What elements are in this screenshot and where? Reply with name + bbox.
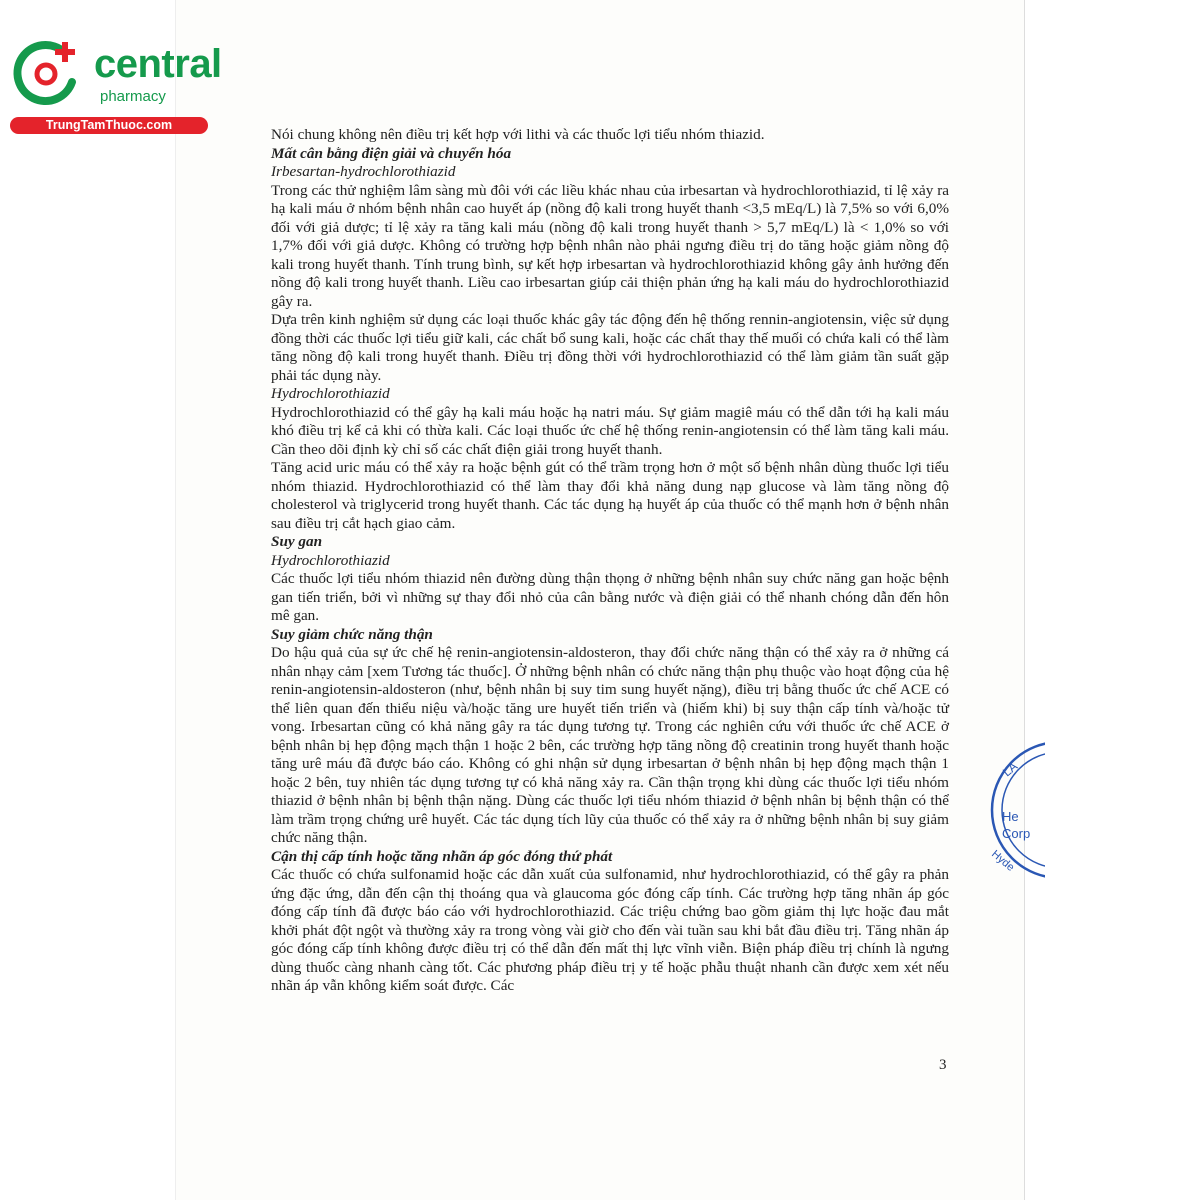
stamp-line-1: He — [1002, 809, 1019, 824]
brand-url-badge[interactable]: TrungTamThuoc.com — [10, 117, 208, 134]
body-paragraph: Trong các thử nghiệm lâm sàng mù đôi với các liều khác nhau của irbesartan và hydrochlorothiazid, tỉ lệ xảy ra hạ kali máu ở nhóm bệnh nhân cao huyết áp (nồng độ kali trong huyết thanh <3,5 mEq/L) là 7,5% so với 6,0% đối với giả dược; tỉ lệ xảy ra tăng kali máu (nồng độ kali trong huyết thanh > 5,7 mEq/L) là < 1,0% so với 1,7% đối với giả dược. Không có trường hợp bệnh nhân nào phải ngưng điều trị do tăng hoặc giảm nồng độ kali trong huyết thanh. Tính trung bình, sự kết hợp irbesartan và hydrochlorothiazid không gây ảnh hưởng đến nồng độ kali trong huyết thanh. Liều cao irbesartan giúp cải thiện phản ứng hạ kali máu do hydrochlorothiazid gây ra. — [271, 181, 949, 310]
body-paragraph: Hydrochlorothiazid có thể gây hạ kali máu hoặc hạ natri máu. Sự giảm magiê máu có thể dẫn tới hạ kali máu khó điều trị kể cả khi có thừa kali. Các loại thuốc ức chế hệ thống renin-angiotensin có thể làm tăng kali máu. Cần theo dõi định kỳ chỉ số các chất điện giải trong huyết thanh. — [271, 403, 949, 458]
stamp-text — [1002, 808, 1030, 842]
body-paragraph: Các thuốc lợi tiểu nhóm thiazid nên đường dùng thận thọng ở những bệnh nhân suy chức năng gan hoặc bệnh gan tiến triển, bởi vì những sự thay đổi nhỏ của cân bằng nước và điện giải có thể nhanh chóng dẫn đến hôn mê gan. — [271, 570, 949, 624]
section-heading: Cận thị cấp tính hoặc tăng nhãn áp góc đóng thứ phát — [271, 847, 613, 865]
subsection-heading: Irbesartan-hydrochlorothiazid — [271, 163, 456, 180]
body-paragraph: Nói chung không nên điều trị kết hợp với lithi và các thuốc lợi tiểu nhóm thiazid. — [271, 126, 765, 143]
brand-subtitle: pharmacy — [100, 88, 166, 105]
body-paragraph: Do hậu quả của sự ức chế hệ renin-angiotensin-aldosteron, thay đổi chức năng thận có thể xảy ra ở những cá nhân nhạy cảm [xem Tương tác thuốc]. Ở những bệnh nhân có chức năng thận phụ thuộc vào hoạt động của hệ renin-angiotensin-aldosteron (như, bệnh nhân bị suy tim sung huyết nặng), điều trị bằng thuốc ức chế ACE có thể liên quan đến thiểu niệu và/hoặc tăng ure huyết tiến triển và (hiếm khi) bị suy thận cấp tính và/hoặc tử vong. Irbesartan cũng có khả năng gây ra tác dụng tương tự. Trong các nghiên cứu với thuốc ức chế ACE ở bệnh nhân bị hẹp động mạch thận 1 hoặc 2 bên, các trường hợp tăng nồng độ creatinin trong huyết thanh hoặc tăng urê máu đã được báo cáo. Không có ghi nhận sử dụng irbesartan ở bệnh nhân bị hẹp động mạch thận 1 hoặc 2 bên, tuy nhiên tác dụng tương tự có khả năng xảy ra. Cần thận trọng khi dùng các thuốc lợi tiểu nhóm thiazid ở bệnh nhân bị bệnh thận nặng. Dùng các thuốc lợi tiểu nhóm thiazid ở bệnh nhân bị bệnh thận có thể làm trầm trọng chứng urê huyết. Các tác dụng tích lũy của thuốc có thể xảy ra ở những bệnh nhân bị suy giảm chức năng thận. — [271, 644, 949, 846]
brand-logo[interactable] — [8, 36, 222, 136]
pharmacy-cross-logo-icon — [12, 38, 82, 108]
stamp-ring-text: LA — [999, 759, 1021, 780]
body-paragraph: Các thuốc có chứa sulfonamid hoặc các dẫn xuất của sulfonamid, như hydrochlorothiazid, có thể gây ra phản ứng đặc ứng, dẫn đến cận thị thoáng qua và glaucoma góc đóng cấp tính. Các trường hợp tăng nhãn áp góc đóng cấp tính đã được báo cáo với hydrochlorothiazid. Các triệu chứng bao gồm giảm thị lực hoặc đau mắt khởi phát đột ngột và thường xảy ra trong vòng vài giờ cho đến vài tuần sau khi bắt đầu điều trị. Tăng nhãn áp góc đóng cấp tính không được điều trị có thể dẫn đến mất thị lực vĩnh viễn. Biện pháp điều trị chính là ngưng dùng thuốc càng nhanh càng tốt. Các phương pháp điều trị y tế hoặc phẫu thuật nhanh cần được xem xét nếu nhãn áp vẫn không kiểm soát được. Các — [271, 866, 949, 994]
page-number: 3 — [939, 1057, 947, 1073]
stamp-ring-text-2: Hyde — [989, 848, 1017, 874]
body-paragraph: Dựa trên kinh nghiệm sử dụng các loại thuốc khác gây tác động đến hệ thống rennin-angiotensin, việc sử dụng đồng thời các thuốc lợi tiểu giữ kali, các chất bổ sung kali, hoặc các chất thay thế muối có chứa kali có thể làm tăng nồng độ kali trong huyết thanh. Điều trị đồng thời với hydrochlorothiazid có thể làm giảm tần suất gặp phải tác dụng này. — [271, 311, 949, 384]
section-heading: Suy giảm chức năng thận — [271, 625, 433, 643]
subsection-heading: Hydrochlorothiazid — [271, 385, 390, 402]
stamp-line-2: Corp — [1002, 826, 1031, 841]
section-heading: Suy gan — [271, 533, 323, 550]
body-paragraph: Tăng acid uric máu có thể xảy ra hoặc bệnh gút có thể trầm trọng hơn ở một số bệnh nhân dùng thuốc lợi tiểu nhóm thiazid. Hydrochlorothiazid có thể làm thay đổi khả năng dung nạp glucose và làm tăng nồng độ cholesterol và triglycerid trong huyết thanh. Các tác dụng hạ huyết áp của thuốc có thể mạnh hơn ở bệnh nhân sau điều trị cắt hạch giao cảm. — [271, 459, 949, 532]
subsection-heading: Hydrochlorothiazid — [271, 551, 390, 569]
document-body — [271, 126, 949, 996]
section-heading: Mất cân bằng điện giải và chuyển hóa — [271, 144, 512, 162]
brand-name: central — [94, 42, 222, 86]
